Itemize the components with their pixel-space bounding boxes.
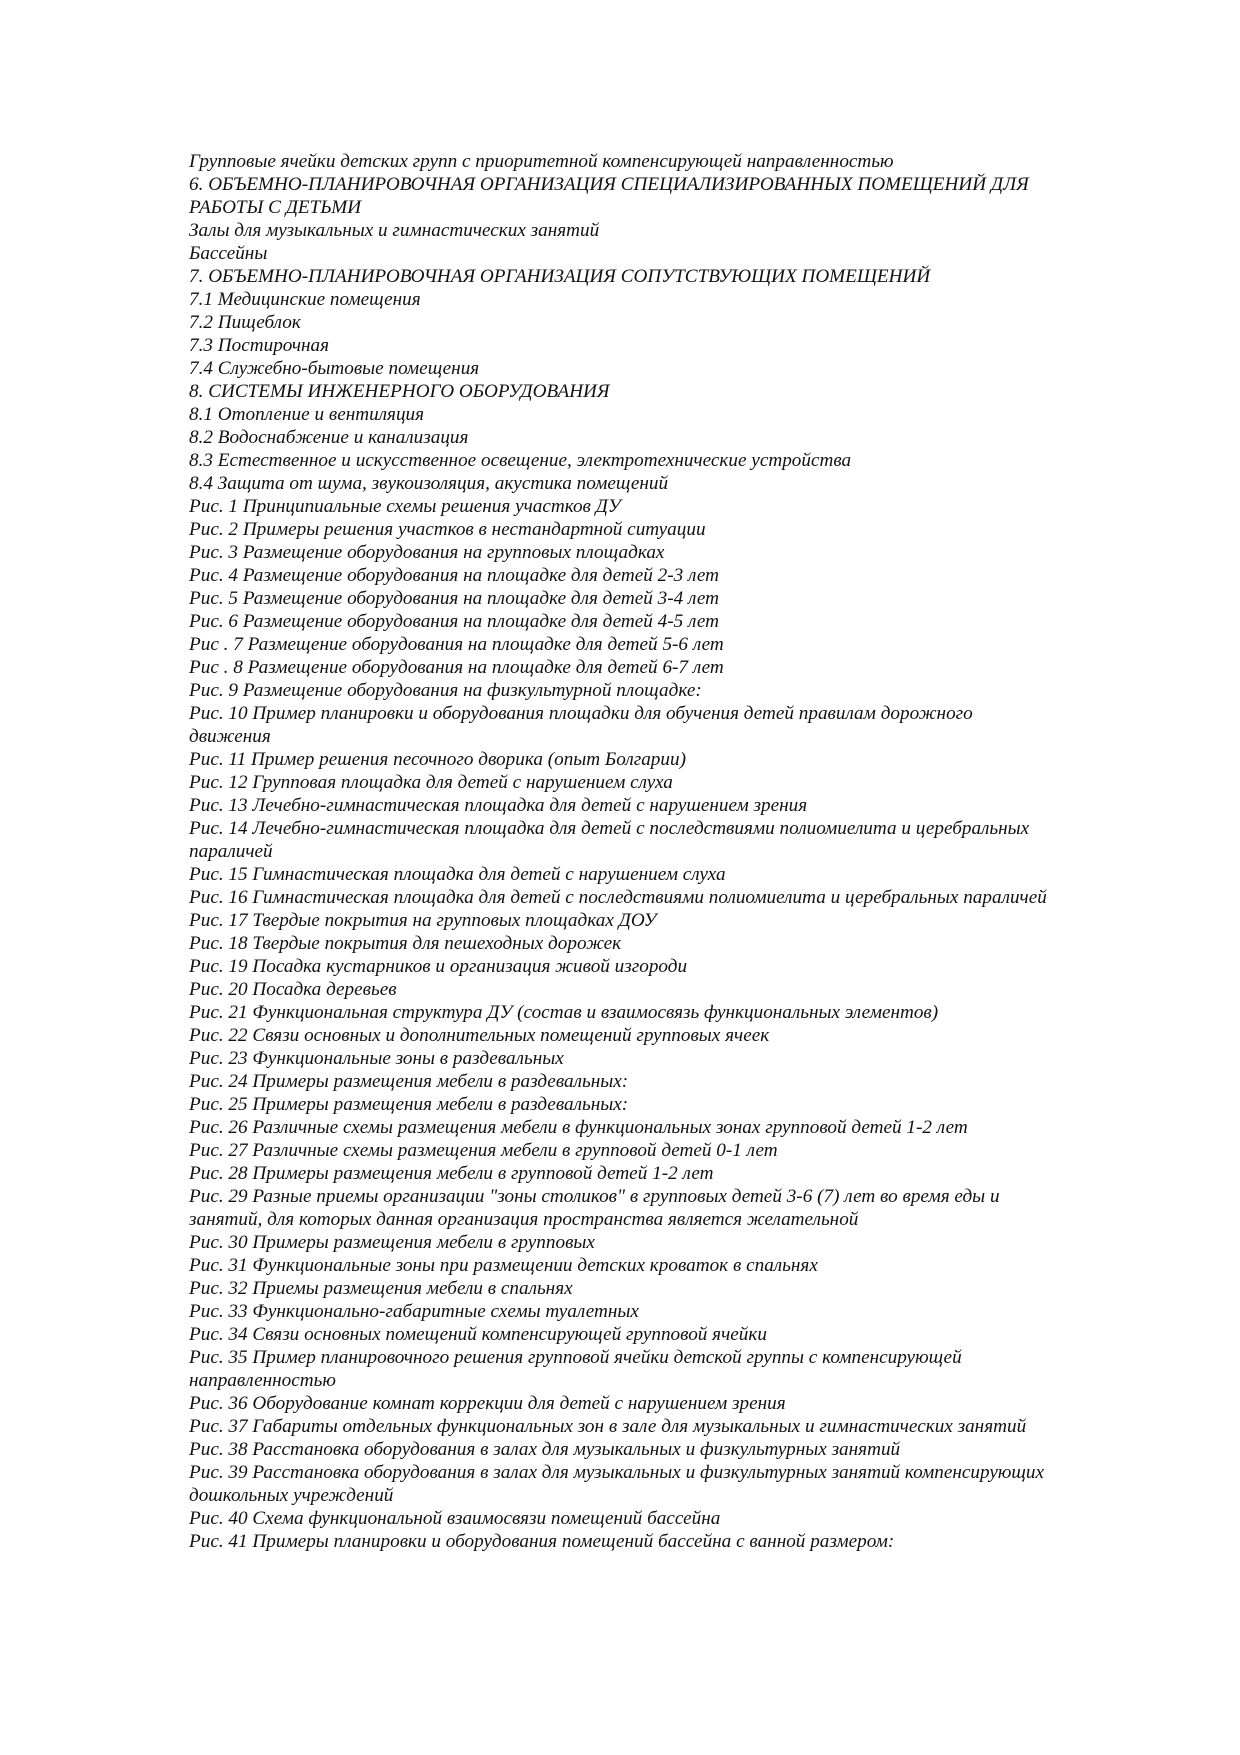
- text-line: Рис. 5 Размещение оборудования на площадке для детей 3-4 лет: [189, 588, 719, 609]
- text-line: Рис. 22 Связи основных и дополнительных помещений групповых ячеек: [189, 1025, 770, 1046]
- text-line: Рис. 27 Различные схемы размещения мебели в групповой детей 0-1 лет: [189, 1140, 778, 1161]
- text-line: Рис. 34 Связи основных помещений компенсирующей групповой ячейки: [189, 1324, 767, 1345]
- text-line: 8. СИСТЕМЫ ИНЖЕНЕРНОГО ОБОРУДОВАНИЯ: [189, 381, 610, 402]
- text-line: 7.4 Служебно-бытовые помещения: [189, 358, 480, 379]
- text-line: Групповые ячейки детских групп с приоритетной компенсирующей направленностью: [189, 151, 894, 172]
- text-line: 7. ОБЪЕМНО-ПЛАНИРОВОЧНАЯ ОРГАНИЗАЦИЯ СОПУТСТВУЮЩИХ ПОМЕЩЕНИЙ: [189, 266, 931, 287]
- text-line: Рис. 3 Размещение оборудования на групповых площадках: [189, 542, 665, 563]
- text-line: Рис. 1 Принципиальные схемы решения участков ДУ: [189, 496, 621, 517]
- text-line: Рис. 39 Расстановка оборудования в залах для музыкальных и физкультурных занятий компенсирующих дошкольных учреждений: [189, 1462, 1045, 1506]
- text-line: Рис. 21 Функциональная структура ДУ (состав и взаимосвязь функциональных элементов): [189, 1002, 939, 1023]
- text-line: Рис. 26 Различные схемы размещения мебели в функциональных зонах групповой детей 1-2 лет: [189, 1117, 968, 1138]
- text-line: Рис. 23 Функциональные зоны в раздевальных: [189, 1048, 564, 1069]
- text-line: 8.4 Защита от шума, звукоизоляция, акустика помещений: [189, 473, 669, 494]
- text-line: Рис. 2 Примеры решения участков в нестандартной ситуации: [189, 519, 706, 540]
- text-line: 7.3 Постирочная: [189, 335, 330, 356]
- text-line: Залы для музыкальных и гимнастических занятий: [189, 220, 600, 241]
- text-line: 8.3 Естественное и искусственное освещение, электротехнические устройства: [189, 450, 852, 471]
- text-line: Рис . 7 Размещение оборудования на площадке для детей 5-6 лет: [189, 634, 724, 655]
- text-line: Рис. 9 Размещение оборудования на физкультурной площадке:: [189, 680, 702, 701]
- text-line: Рис. 30 Примеры размещения мебели в групповых: [189, 1232, 595, 1253]
- text-line: Рис. 24 Примеры размещения мебели в раздевальных:: [189, 1071, 629, 1092]
- text-line: Рис. 19 Посадка кустарников и организация живой изгороди: [189, 956, 688, 977]
- text-line: Рис. 37 Габариты отдельных функциональных зон в зале для музыкальных и гимнастических занятий: [189, 1416, 1027, 1437]
- text-line: Рис. 38 Расстановка оборудования в залах для музыкальных и физкультурных занятий: [189, 1439, 901, 1460]
- text-line: 7.1 Медицинские помещения: [189, 289, 421, 310]
- text-line: Бассейны: [189, 243, 268, 264]
- document-text: [189, 150, 1059, 1553]
- text-line: Рис. 35 Пример планировочного решения групповой ячейки детской группы с компенсирующей направленностью: [189, 1347, 962, 1391]
- text-line: Рис. 36 Оборудование комнат коррекции для детей с нарушением зрения: [189, 1393, 786, 1414]
- text-line: 7.2 Пищеблок: [189, 312, 301, 333]
- text-line: Рис. 6 Размещение оборудования на площадке для детей 4-5 лет: [189, 611, 719, 632]
- text-line: Рис. 16 Гимнастическая площадка для детей с последствиями полиомиелита и церебральных параличей: [189, 887, 1047, 908]
- text-line: Рис. 41 Примеры планировки и оборудования помещений бассейна с ванной размером:: [189, 1531, 895, 1552]
- text-line: Рис. 12 Групповая площадка для детей с нарушением слуха: [189, 772, 673, 793]
- text-line: 6. ОБЪЕМНО-ПЛАНИРОВОЧНАЯ ОРГАНИЗАЦИЯ СПЕЦИАЛИЗИРОВАННЫХ ПОМЕЩЕНИЙ ДЛЯ РАБОТЫ С ДЕТЬМИ: [189, 174, 1029, 218]
- text-line: Рис. 17 Твердые покрытия на групповых площадках ДОУ: [189, 910, 657, 931]
- text-line: Рис. 32 Приемы размещения мебели в спальнях: [189, 1278, 573, 1299]
- text-line: Рис. 10 Пример планировки и оборудования площадки для обучения детей правилам дорожного движения: [189, 703, 973, 747]
- text-line: Рис. 40 Схема функциональной взаимосвязи помещений бассейна: [189, 1508, 721, 1529]
- text-line: Рис. 33 Функционально-габаритные схемы туалетных: [189, 1301, 639, 1322]
- text-line: Рис. 14 Лечебно-гимнастическая площадка для детей с последствиями полиомиелита и церебральных параличей: [189, 818, 1030, 862]
- text-line: Рис. 25 Примеры размещения мебели в раздевальных:: [189, 1094, 629, 1115]
- text-line: Рис. 11 Пример решения песочного дворика (опыт Болгарии): [189, 749, 686, 770]
- text-line: 8.2 Водоснабжение и канализация: [189, 427, 469, 448]
- text-line: 8.1 Отопление и вентиляция: [189, 404, 425, 425]
- text-line: Рис. 13 Лечебно-гимнастическая площадка для детей с нарушением зрения: [189, 795, 808, 816]
- text-line: Рис. 15 Гимнастическая площадка для детей с нарушением слуха: [189, 864, 726, 885]
- text-line: Рис. 29 Разные приемы организации "зоны столиков" в групповых детей 3-6 (7) лет во время еды и занятий, для которых данная организация пространства является желательной: [189, 1186, 1000, 1230]
- text-line: Рис. 20 Посадка деревьев: [189, 979, 397, 1000]
- text-line: Рис . 8 Размещение оборудования на площадке для детей 6-7 лет: [189, 657, 724, 678]
- text-line: Рис. 28 Примеры размещения мебели в групповой детей 1-2 лет: [189, 1163, 714, 1184]
- text-line: Рис. 4 Размещение оборудования на площадке для детей 2-3 лет: [189, 565, 719, 586]
- text-line: Рис. 31 Функциональные зоны при размещении детских кроваток в спальнях: [189, 1255, 818, 1276]
- text-line: Рис. 18 Твердые покрытия для пешеходных дорожек: [189, 933, 622, 954]
